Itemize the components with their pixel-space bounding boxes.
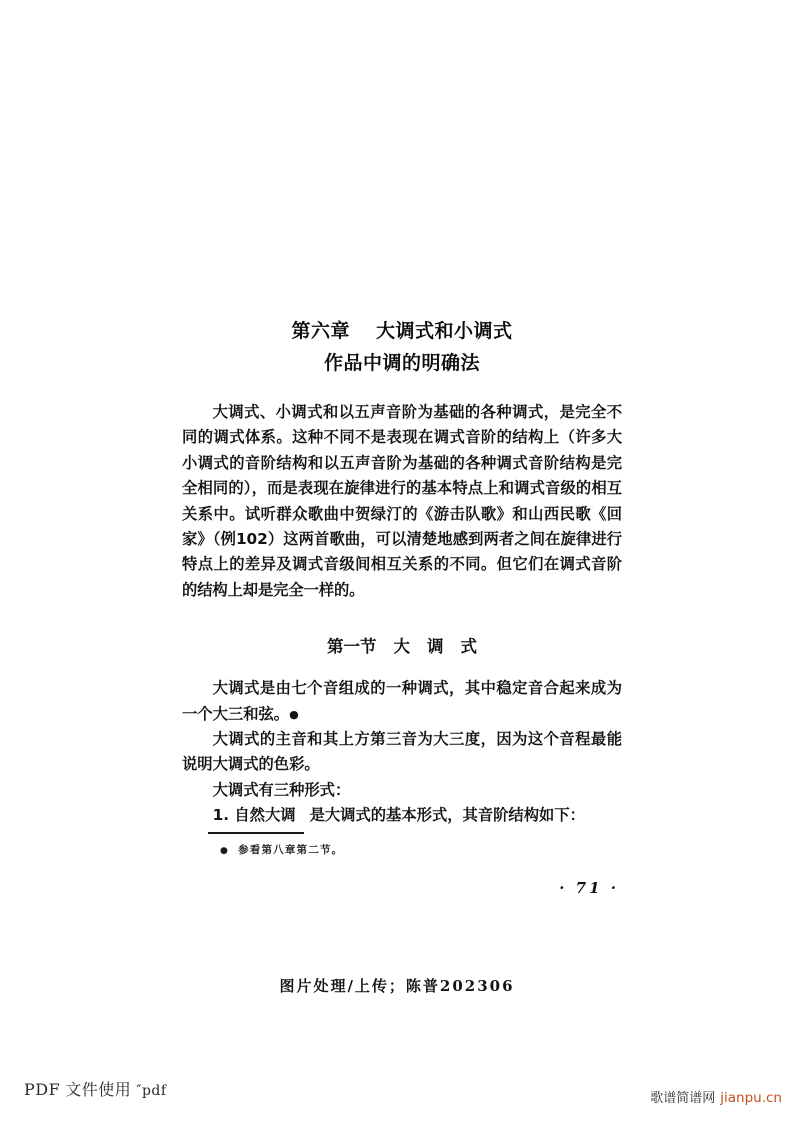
footnote-reference-icon: ● bbox=[289, 707, 299, 721]
section-number: 第一节 bbox=[327, 637, 377, 657]
section-name-char-1: 大 bbox=[393, 637, 410, 657]
section-heading bbox=[182, 633, 622, 657]
footnote-text: 参看第八章第二节。 bbox=[238, 843, 344, 856]
site-watermark-domain: jianpu.cn bbox=[720, 1090, 782, 1106]
pdf-watermark-prefix: PDF bbox=[24, 1080, 61, 1099]
paragraph-1-text: 大调式是由七个音组成的一种调式，其中稳定音合起来成为一个大三和弦。 bbox=[182, 679, 622, 723]
footnote bbox=[220, 842, 622, 857]
section-name-char-3: 式 bbox=[460, 637, 477, 657]
paragraph-4-label: 1. 自然大调 bbox=[212, 806, 296, 825]
page-number: · 71 · bbox=[559, 878, 619, 897]
paragraph-2: 大调式的主音和其上方第三音为大三度，因为这个音程最能说明大调式的色彩。 bbox=[182, 730, 622, 774]
paragraph-3: 大调式有三种形式： bbox=[212, 780, 351, 799]
paragraph-1 bbox=[182, 676, 622, 727]
pdf-watermark bbox=[24, 1077, 167, 1100]
footnote-bullet-icon: ● bbox=[220, 845, 230, 856]
intro-paragraph-block bbox=[182, 400, 622, 603]
chapter-number: 第六章 bbox=[291, 320, 350, 342]
section-name-char-2: 调 bbox=[427, 637, 444, 657]
footnote-separator-rule bbox=[208, 832, 304, 834]
pdf-watermark-suffix: ″pdf bbox=[136, 1083, 167, 1099]
site-watermark-name-zh: 歌谱简谱网 bbox=[650, 1091, 716, 1106]
site-watermark bbox=[650, 1087, 782, 1106]
paragraph-4-text: 是大调式的基本形式，其音阶结构如下： bbox=[309, 806, 585, 825]
chapter-subtitle: 作品中调的明确法 bbox=[323, 352, 480, 374]
chapter-title bbox=[182, 316, 622, 378]
section-body bbox=[182, 676, 622, 828]
intro-paragraph: 大调式、小调式和以五声音阶为基础的各种调式，是完全不同的调式体系。这种不同不是表现在调式音阶的结构上（许多大小调式的音阶结构和以五声音阶为基础的各种调式音阶结构是完全相同的），而是表现在旋律进行的基本特点上和调式音级的相互关系中。试听群众歌曲中贺绿汀的《游击队歌》和山西民歌《回家》（例102）这两首歌曲，可以清楚地感到两者之间在旋律进行特点上的差异及调式音级间相互关系的不同。但它们在调式音阶的结构上却是完全一样的。 bbox=[182, 403, 622, 599]
paragraph-4 bbox=[182, 803, 622, 828]
uploader-credit: 图片处理/上传；陈普202306 bbox=[279, 977, 515, 995]
scanned-text-block bbox=[182, 316, 622, 897]
pdf-watermark-cjk: 文件使用 bbox=[65, 1080, 132, 1099]
chapter-title-main: 大调式和小调式 bbox=[376, 320, 513, 342]
